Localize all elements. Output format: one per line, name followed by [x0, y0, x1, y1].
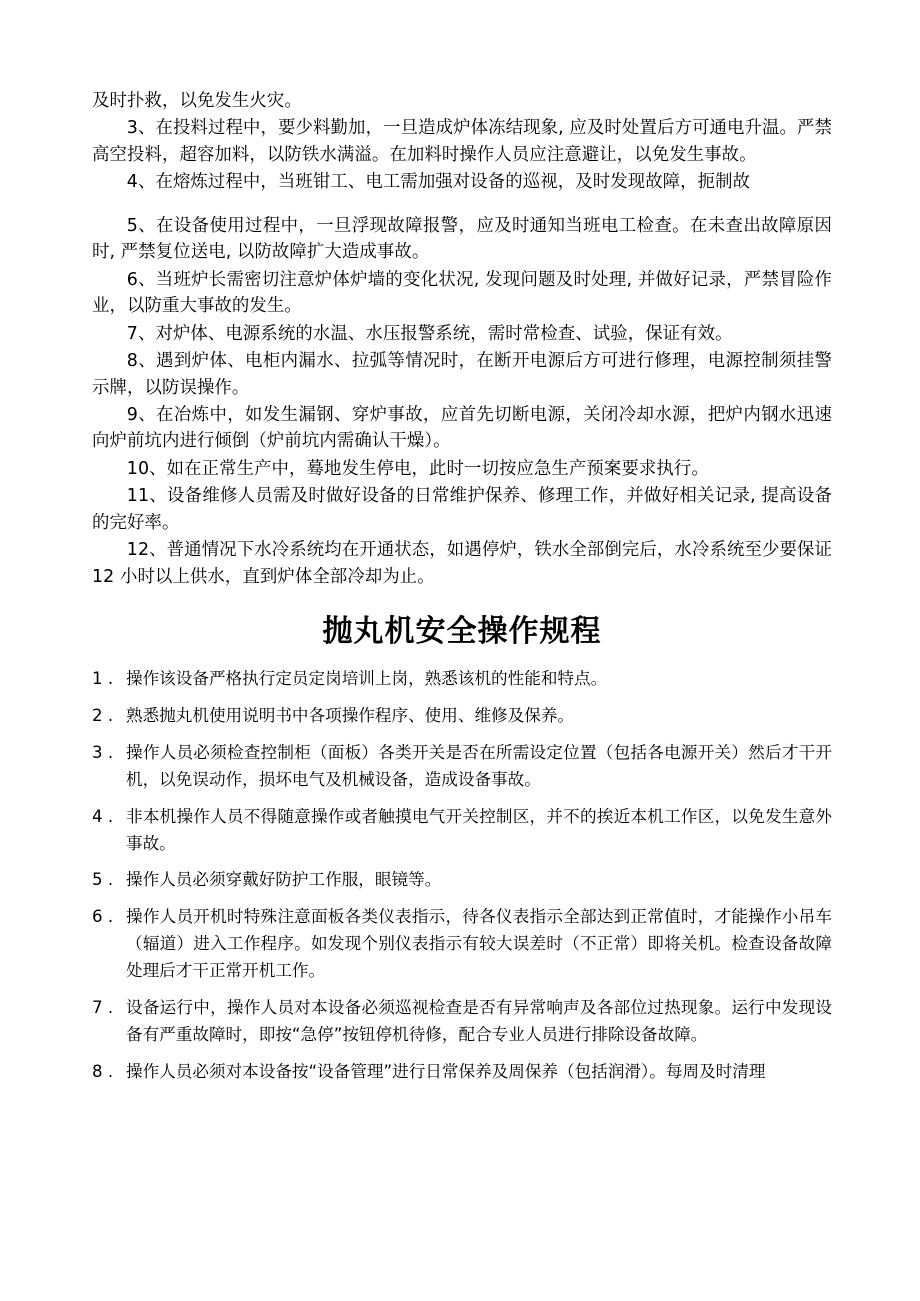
paragraph: 3、在投料过程中，要少料勤加，一旦造成炉体冻结现象, 应及时处置后方可通电升温。严禁高空投料，超容加料，以防铁水满溢。在加料时操作人员应注意避让，以免发生事故。 [92, 118, 832, 165]
paragraph: 12、普通情况下水冷系统均在开通状态，如遇停炉，铁水全部倒完后，水冷系统至少要保证 12 小时以上供水，直到炉体全部冷却为止。 [92, 540, 832, 587]
list-item-text: 熟悉抛丸机使用说明书中各项操作程序、使用、维修及保养。 [126, 706, 575, 726]
list-item [92, 804, 832, 858]
paragraph: 8、遇到炉体、电柜内漏水、拉弧等情况时，在断开电源后方可进行修理，电源控制须挂警示牌，以防误操作。 [92, 351, 832, 398]
paragraph: 5、在设备使用过程中，一旦浮现故障报警，应及时通知当班电工检查。在未查出故障原因时, 严禁复位送电, 以防故障扩大造成事故。 [92, 215, 832, 263]
list-item-text: 操作人员必须穿戴好防护工作服，眼镜等。 [126, 870, 442, 890]
list-item [92, 867, 832, 894]
paragraph: 7、对炉体、电源系统的水温、水压报警系统，需时常检查、试验，保证有效。 [126, 323, 733, 344]
paragraph: 10、如在正常生产中，蓦地发生停电，此时一切按应急生产预案要求执行。 [126, 458, 709, 479]
list-item [92, 1059, 832, 1086]
list-item-text: 设备运行中，操作人员对本设备必须巡视检查是否有异常响声及各部位过热现象。运行中发现设备有严重故障时，即按“急停”按钮停机待修，配合专业人员进行排除设备故障。 [126, 997, 832, 1044]
list-item-number: 5 . [92, 870, 114, 890]
list-item-text: 操作人员开机时特殊注意面板各类仪表指示，待各仪表指示全部达到正常值时，才能操作小吊车（辐道）进入工作程序。如发现个别仪表指示有较大误差时（不正常）即将关机。检查设备故障处理后才干正常开机工作。 [126, 907, 832, 981]
page-bottom-margin [0, 1285, 920, 1301]
list-item-number: 4 . [92, 806, 114, 826]
list-item-text: 操作人员必须检查控制柜（面板）各类开关是否在所需设定位置（包括各电源开关）然后才干开机，以免误动作，损坏电气及机械设备，造成设备事故。 [126, 742, 832, 789]
section-heading: 抛丸机安全操作规程 [322, 614, 602, 650]
list-item [92, 666, 832, 693]
paragraph: 11、设备维修人员需及时做好设备的日常维护保养、修理工作，并做好相关记录, 提高设备的完好率。 [92, 486, 832, 533]
list-item-text: 非本机操作人员不得随意操作或者触摸电气开关控制区，并不的挨近本机工作区，以免发生意外事故。 [126, 806, 832, 853]
list-item-text: 操作该设备严格执行定员定岗培训上岗，熟悉该机的性能和特点。 [126, 669, 608, 689]
paragraph: 及时扑救，以免发生火灾。 [92, 91, 302, 111]
list-item-number: 2 . [92, 706, 114, 726]
list-item-number: 6 . [92, 907, 114, 927]
list-item [92, 703, 832, 730]
list-item-number: 7 . [92, 997, 114, 1017]
rules-list [92, 666, 832, 1085]
list-item-text: 操作人员必须对本设备按“设备管理”进行日常保养及周保养（包括润滑）。每周及时清理 [126, 1061, 766, 1081]
list-item-number: 8 . [92, 1061, 114, 1081]
paragraph: 4、在熔炼过程中，当班钳工、电工需加强对设备的巡视，及时发现故障，扼制故 [126, 172, 751, 193]
furnace-rules-section [92, 88, 832, 590]
list-item [92, 740, 832, 794]
list-item [92, 904, 832, 985]
paragraph: 9、在冶炼中，如发生漏钢、穿炉事故，应首先切断电源，关闭冷却水源，把炉内钢水迅速向炉前坑内进行倾倒（炉前坑内需确认干燥）。 [92, 404, 832, 452]
list-item-number: 3 . [92, 742, 114, 762]
list-item [92, 995, 832, 1049]
list-item-number: 1 . [92, 669, 114, 689]
document-content [92, 88, 832, 1096]
paragraph: 6、当班炉长需密切注意炉体炉墙的变化状况, 发现问题及时处理, 并做好记录，严禁冒险作业，以防重大事故的发生。 [92, 269, 832, 317]
